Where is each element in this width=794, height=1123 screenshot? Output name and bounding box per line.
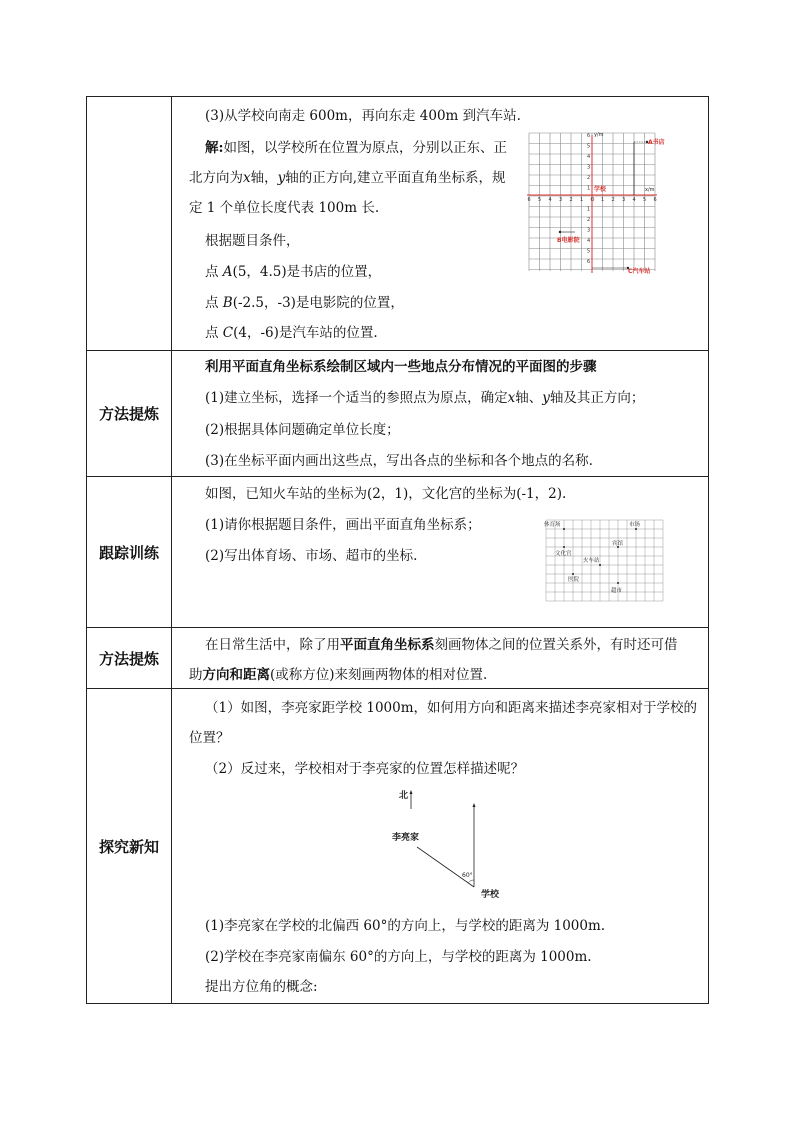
solution-line-1: 解:如图，以学校所在位置为原点，分别以正东、正 <box>205 140 507 156</box>
point-c-line: 点 C(4，-6)是汽车站的位置. <box>205 325 378 341</box>
example-3-content <box>172 97 709 351</box>
point-c-label: C汽车站 <box>628 268 651 275</box>
method-step-3: (3)在坐标平面内画出这些点，写出各点的坐标和各个地点的名称. <box>205 453 593 469</box>
y-tick-label: 2 <box>587 217 591 223</box>
angle-arc <box>469 880 475 883</box>
x-axis-label: x/m <box>645 187 655 193</box>
y-tick-label: 6 <box>587 133 591 139</box>
practice-map-figure <box>541 517 661 605</box>
method-step-1: (1)建立坐标，选择一个适当的参照点为原点，确定x轴、y轴及其正方向； <box>205 390 645 406</box>
explore-answer-2: (2)学校在李亮家南偏东 60°的方向上，与学校的距离为 1000m. <box>205 949 592 965</box>
north-label: 北 <box>399 791 409 801</box>
x-tick-label: 3 <box>622 197 626 203</box>
explore-question-2: （2）反过来，学校相对于李亮家的位置怎样描述呢？ <box>205 761 525 777</box>
lesson-table <box>86 96 709 1004</box>
row-example-3 <box>87 97 709 351</box>
y-tick-label: 3 <box>587 164 591 171</box>
method-2-line-1: 在日常生活中，除了用平面直角坐标系刻画物体之间的位置关系外，有时还可借 <box>205 637 678 653</box>
y-axis-label: y/m <box>594 132 604 138</box>
y-tick-label: 6 <box>587 259 591 265</box>
row-practice <box>87 477 709 628</box>
x-tick-label: 6 <box>527 197 531 203</box>
method-step-2: (2)根据具体问题确定单位长度； <box>205 422 400 438</box>
row-label-method-2: 方法提炼 <box>87 628 172 689</box>
school-label: 学校 <box>481 890 500 900</box>
y-tick-label: 5 <box>587 248 591 255</box>
bearing-figure <box>392 787 502 907</box>
place-hospital: 医院 <box>568 577 580 583</box>
explore-concept: 提出方位角的概念: <box>205 979 318 995</box>
origin-label: 学校 <box>594 186 607 193</box>
y-tick-label: 1 <box>587 185 591 192</box>
practice-content <box>172 477 709 628</box>
row-method-2 <box>87 628 709 689</box>
y-tick-label: 5 <box>587 143 591 150</box>
explore-question-1: （1）如图，李亮家距学校 1000m，如何用方向和距离来描述李亮家相对于学校的 <box>205 700 698 716</box>
condition-line: 根据题目条件， <box>205 233 300 249</box>
solution-line-2: 北方向为x轴，y轴的正方向,建立平面直角坐标系，规 <box>189 170 506 186</box>
x-tick-label: 1 <box>580 197 584 203</box>
method-2-line-2: 助方向和距离(或称方位)来刻画两物体的相对位置. <box>189 667 488 683</box>
y-tick-label: 4 <box>587 154 591 160</box>
point-b-label: B电影院 <box>557 237 580 244</box>
place-supermarket: 超市 <box>611 588 623 594</box>
place-hotel: 宾馆 <box>612 541 624 547</box>
solution-label: 解: <box>205 140 224 156</box>
method-1-content <box>172 351 709 477</box>
row-label-practice: 跟踪训练 <box>87 477 172 628</box>
row-label-empty <box>87 97 172 351</box>
coordinate-grid-figure <box>527 132 665 275</box>
row-explore <box>87 689 709 1004</box>
x-tick-label: 2 <box>611 197 615 203</box>
practice-question: 如图，已知火车站的坐标为(2，1)，文化宫的坐标为(-1，2). <box>205 486 567 502</box>
point-b-dot <box>559 231 561 233</box>
y-tick-label: 4 <box>587 238 591 244</box>
x-tick-label: 3 <box>559 197 563 203</box>
practice-task-2: (2)写出体育场、市场、超市的坐标. <box>205 548 418 564</box>
y-tick-label: 2 <box>587 175 591 181</box>
x-tick-label: 5 <box>538 197 542 203</box>
place-stadium: 体育场 <box>544 522 561 528</box>
school-north-arrowhead <box>473 803 476 807</box>
explore-answer-1: (1)李亮家在学校的北偏西 60°的方向上，与学校的距离为 1000m. <box>205 918 606 934</box>
practice-task-1: (1)请你根据题目条件，画出平面直角坐标系； <box>205 517 481 533</box>
y-tick-label: 1 <box>587 206 591 213</box>
solution-line-3: 定 1 个单位长度代表 100m 长. <box>189 200 380 216</box>
point-b-line: 点 B(-2.5，-3)是电影院的位置， <box>205 295 404 311</box>
x-tick-label: O <box>590 197 595 203</box>
y-tick-label: 3 <box>587 227 591 234</box>
point-a-line: 点 A(5，4.5)是书店的位置， <box>205 264 382 280</box>
x-tick-label: 2 <box>569 197 573 203</box>
place-market: 市场 <box>629 522 641 528</box>
question-3: (3)从学校向南走 600m，再向东走 400m 到汽车站. <box>205 108 521 124</box>
explore-question-1-cont: 位置？ <box>189 730 230 746</box>
x-tick-label: 6 <box>653 197 657 203</box>
place-culture-palace: 文化宫 <box>555 551 572 557</box>
explore-content <box>172 689 709 1004</box>
point-a-label: A书店 <box>648 139 665 146</box>
row-label-method: 方法提炼 <box>87 351 172 477</box>
home-label: 李亮家 <box>392 833 420 843</box>
row-method-1 <box>87 351 709 477</box>
x-tick-label: 1 <box>601 197 605 203</box>
home-school-line <box>417 847 474 887</box>
x-tick-label: 4 <box>548 197 552 203</box>
angle-label: 60° <box>462 872 473 879</box>
x-tick-label: 4 <box>632 197 636 203</box>
x-tick-label: 5 <box>643 197 647 203</box>
method-2-content <box>172 628 709 689</box>
method-title: 利用平面直角坐标系绘制区域内一些地点分布情况的平面图的步骤 <box>205 359 597 375</box>
row-label-explore: 探究新知 <box>87 689 172 1004</box>
place-train-station: 火车站 <box>583 558 600 564</box>
